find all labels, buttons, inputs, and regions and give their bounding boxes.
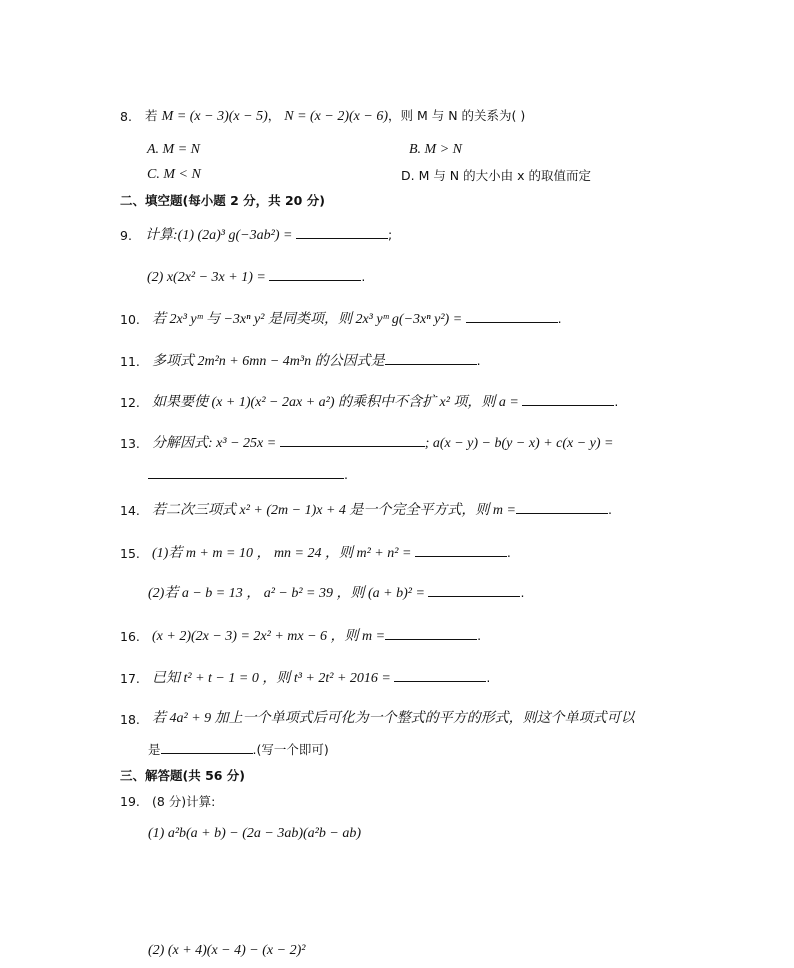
question-number: 17.: [120, 671, 140, 686]
question-number: 13.: [120, 436, 140, 451]
option-c: C. M < N: [147, 167, 201, 182]
answer-blank[interactable]: [516, 501, 608, 514]
question-16-text: (x + 2)(2x − 3) = 2x² + mx − 6 ，则 m = .: [152, 628, 482, 644]
question-number: 15.: [120, 546, 140, 561]
answer-blank[interactable]: [385, 352, 477, 365]
option-b: B. M > N: [409, 142, 462, 157]
question-9-part-1: 计算:(1) (2a)³ g(−3ab²) = ;: [145, 227, 393, 243]
question-number: 16.: [120, 629, 140, 644]
question-12-text: 如果要使 (x + 1)(x² − 2ax + a²) 的乘积中不含扩 x² 项，则 a = .: [152, 394, 619, 410]
answer-blank[interactable]: [522, 393, 614, 406]
question-18-line-2: 是 .(写一个即可): [148, 742, 329, 757]
question-number: 11.: [120, 354, 140, 369]
answer-blank[interactable]: [161, 741, 253, 754]
question-15-part-2: (2)若 a − b = 13 ， a² − b² = 39 ，则 (a + b)² = .: [148, 585, 525, 601]
question-13-line-2: .: [148, 466, 348, 485]
answer-blank[interactable]: [428, 584, 520, 597]
question-9-part-2: (2) x(2x² − 3x + 1) = .: [147, 269, 366, 285]
answer-blank[interactable]: [148, 466, 344, 479]
answer-blank[interactable]: [296, 226, 388, 239]
question-13-line-1: 分解因式: x³ − 25x = ; a(x − y) − b(y − x) + c(x − y) =: [152, 436, 614, 451]
answer-blank[interactable]: [466, 310, 558, 323]
question-10-text: 若 2x³ yᵐ 与 −3xⁿ y² 是同类项，则 2x³ yᵐ g(−3xⁿ y²) = .: [152, 311, 562, 327]
section-heading-fill-in: 二、填空题(每小题 2 分，共 20 分): [120, 193, 325, 208]
question-11-text: 多项式 2m²n + 6mn − 4m³n 的公因式是 .: [152, 353, 481, 369]
question-number: 19.: [120, 794, 140, 809]
question-number: 10.: [120, 312, 140, 327]
option-d: D. M 与 N 的大小由 x 的取值而定: [401, 168, 591, 183]
option-a: A. M = N: [147, 142, 200, 157]
answer-blank[interactable]: [385, 627, 477, 640]
question-19-part-2: (2) (x + 4)(x − 4) − (x − 2)²: [148, 943, 306, 958]
answer-blank[interactable]: [394, 669, 486, 682]
question-14-text: 若二次三项式 x² + (2m − 1)x + 4 是一个完全平方式，则 m = .: [152, 502, 612, 518]
question-19-part-1: (1) a²b(a + b) − (2a − 3ab)(a²b − ab): [148, 826, 361, 841]
answer-blank[interactable]: [280, 434, 425, 447]
question-17-text: 已知 t² + t − 1 = 0 ，则 t³ + 2t² + 2016 = .: [152, 670, 491, 686]
question-number: 18.: [120, 712, 140, 727]
question-number: 9.: [120, 228, 132, 243]
question-19-intro: (8 分)计算:: [152, 794, 216, 809]
answer-blank[interactable]: [269, 268, 361, 281]
question-number: 14.: [120, 503, 140, 518]
question-8-text: 若 M = (x − 3)(x − 5)， N = (x − 2)(x − 6)，则 M 与 N 的关系为( ): [145, 108, 526, 124]
question-number: 8.: [120, 109, 132, 124]
question-number: 12.: [120, 395, 140, 410]
question-18-line-1: 若 4a² + 9 加上一个单项式后可化为一个整式的平方的形式，则这个单项式可以: [152, 711, 635, 726]
answer-blank[interactable]: [415, 544, 507, 557]
section-heading-solutions: 三、解答题(共 56 分): [120, 768, 246, 783]
question-15-part-1: (1)若 m + m = 10 ， mn = 24 ，则 m² + n² = .: [152, 545, 511, 561]
